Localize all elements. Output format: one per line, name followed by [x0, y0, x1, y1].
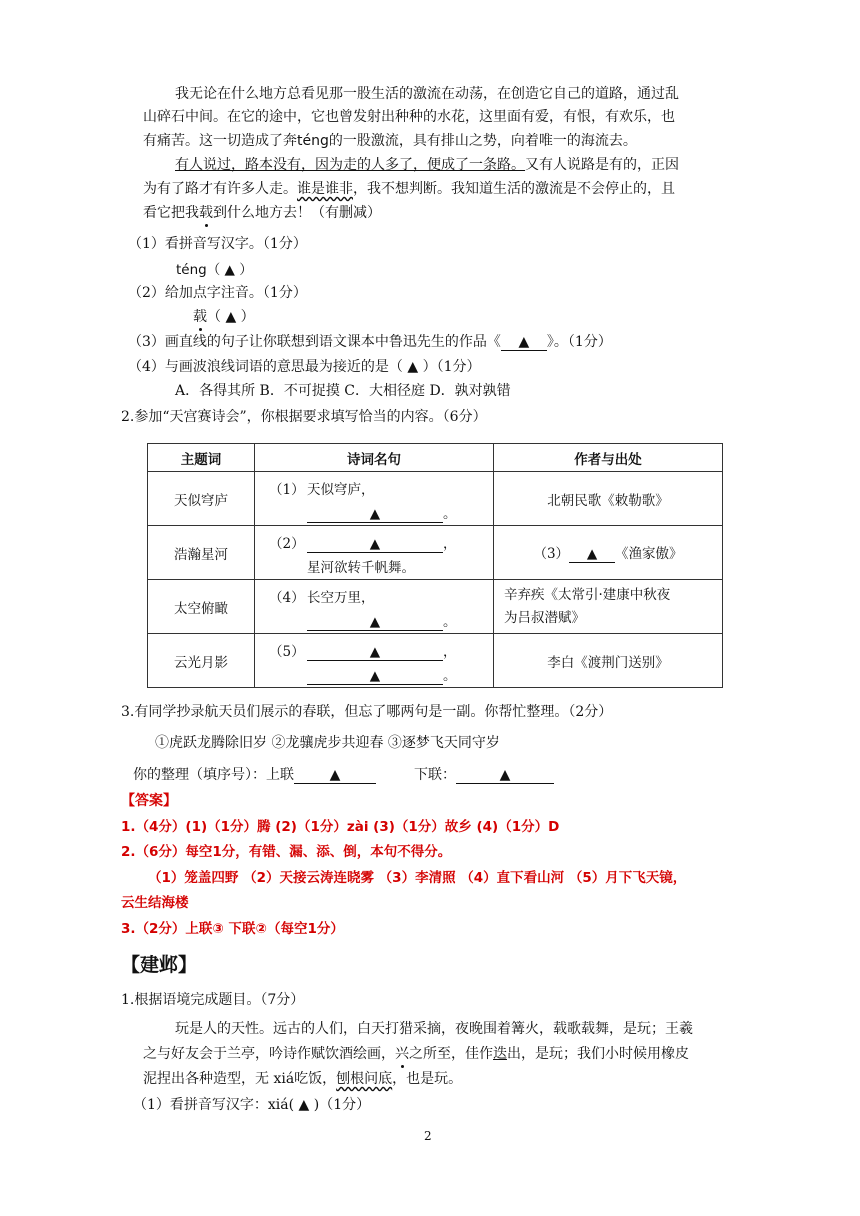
passage-line-6: 看它把我载到什么地方去！（有删减）	[143, 202, 381, 222]
q1-part2: （2）给加点字注音。（1分）	[128, 285, 307, 301]
q3-options: ①虎跃龙腾除旧岁 ②龙骧虎步共迎春 ③逐梦飞天同守岁	[155, 735, 500, 751]
answer-blank: ▲	[307, 644, 443, 661]
passage-line-2: 山碎石中间。在它的途中，它也曾发射出种种的水花，这里面有爱，有恨，有欢乐，也	[143, 109, 675, 125]
answers-title: 【答案】	[121, 793, 177, 809]
header-source: 作者与出处	[494, 444, 723, 472]
passage-line-4: 有人说过，路本没有，因为走的人多了，便成了一条路。又有人说路是有的，正因	[175, 157, 679, 173]
answer-2-detail: （1）笼盖四野 （2）天接云涛连晓雾 （3）李清照 （4）直下看山河 （5）月下飞天镜，	[148, 870, 687, 886]
section-sub-question-1: （1）看拼音写汉字：xiá( ▲ )（1分）	[133, 1097, 371, 1113]
passage-line-5: 为有了路才有许多人走。谁是谁非，我不想判断。我知道生活的激流是不会停止的，且	[143, 181, 675, 197]
answer-blank: ▲	[307, 668, 443, 685]
answer-blank: ▲	[307, 536, 443, 553]
q1-part1: （1）看拼音写汉字。（1分）	[128, 236, 307, 252]
table-row: 太空俯瞰 （4） 长空万里， ▲ 。 辛弃疾《太常引·建康中秋夜 为吕叔潜赋》	[148, 580, 723, 634]
answer-blank: ▲	[456, 768, 554, 784]
q3-answer-line: 你的整理（填序号）：上联 ▲ 下联： ▲	[133, 764, 554, 784]
section-passage-line-1: 玩是人的天性。远古的人们，白天打猎采摘，夜晚围着篝火，载歌载舞，是玩；王羲	[175, 1021, 693, 1037]
answer-2-detail-cont: 云生结海楼	[121, 895, 189, 911]
section-passage-line-3: 泥捏出各种造型，无 xiá吃饭，刨根问底，也是玩。	[143, 1071, 463, 1087]
dotted-char: 兴	[395, 1043, 409, 1063]
wavy-phrase: 刨根问底	[336, 1071, 393, 1087]
q1-part4: （4）与画波浪线词语的意思最为接近的是（ ▲ ）（1分）	[128, 359, 481, 375]
table-row: 云光月影 （5） ▲ ， ▲ 。 李白《渡荆门送别》	[148, 634, 723, 688]
header-verse: 诗词名句	[255, 444, 494, 472]
q3-title: 3.有同学抄录航天员们展示的春联，但忘了哪两句是一副。你帮忙整理。（2分）	[121, 704, 613, 720]
q1-part1-answer: téng（ ▲ ）	[176, 262, 253, 278]
q1-options: A．各得其所 B．不可捉摸 C．大相径庭 D．孰对孰错	[175, 383, 511, 399]
page-number: 2	[424, 1129, 432, 1143]
q1-part2-answer: 载（ ▲ ）	[193, 306, 255, 326]
q2-title: 2.参加“天宫赛诗会”，你根据要求填写恰当的内容。（6分）	[121, 409, 487, 425]
answer-blank: ▲	[569, 547, 615, 563]
dotted-char: 载	[199, 202, 213, 222]
q1-part3: （3）画直线的句子让你联想到语文课本中鲁迅先生的作品《 ▲ 》。（1分）	[128, 334, 612, 350]
passage-line-3: 有痛苦。这一切造成了奔téng的一股激流，具有排山之势，向着唯一的海流去。	[143, 133, 637, 149]
section-passage-line-2: 之与好友会于兰亭，吟诗作赋饮酒绘画，兴之所至，佳作迭出，是玩；我们小时候用橡皮	[143, 1043, 689, 1063]
answer-blank: ▲	[501, 335, 547, 351]
wavy-phrase: 谁是谁非	[297, 181, 353, 197]
section-q1-title: 1.根据语境完成题目。（7分）	[121, 992, 305, 1008]
table-row: 浩瀚星河 （2） ▲ ， 星河欲转千帆舞。 （3） ▲ 《渔家傲》	[148, 526, 723, 580]
header-topic: 主题词	[148, 444, 255, 472]
section-title: 【建邺】	[121, 954, 198, 976]
passage-line-1: 我无论在什么地方总看见那一股生活的激流在动荡，在创造它自己的道路，通过乱	[175, 86, 679, 102]
answer-3: 3.（2分）上联③ 下联②（每空1分）	[121, 921, 344, 937]
answer-2: 2.（6分）每空1分，有错、漏、添、倒，本句不得分。	[121, 844, 452, 860]
answer-blank: ▲	[307, 614, 443, 631]
answer-1: 1.（4分）(1)（1分）腾 (2)（1分）zài (3)（1分）故乡 (4)（1分）D	[121, 819, 560, 835]
table-row: 天似穹庐 （1） 天似穹庐， ▲ 。 北朝民歌《敕勒歌》	[148, 472, 723, 526]
underlined-sentence: 有人说过，路本没有，因为走的人多了，便成了一条路。	[175, 157, 525, 173]
poem-table	[147, 443, 723, 688]
answer-blank: ▲	[307, 506, 443, 523]
answer-blank: ▲	[294, 768, 376, 784]
underlined-char: 迭	[493, 1046, 507, 1062]
